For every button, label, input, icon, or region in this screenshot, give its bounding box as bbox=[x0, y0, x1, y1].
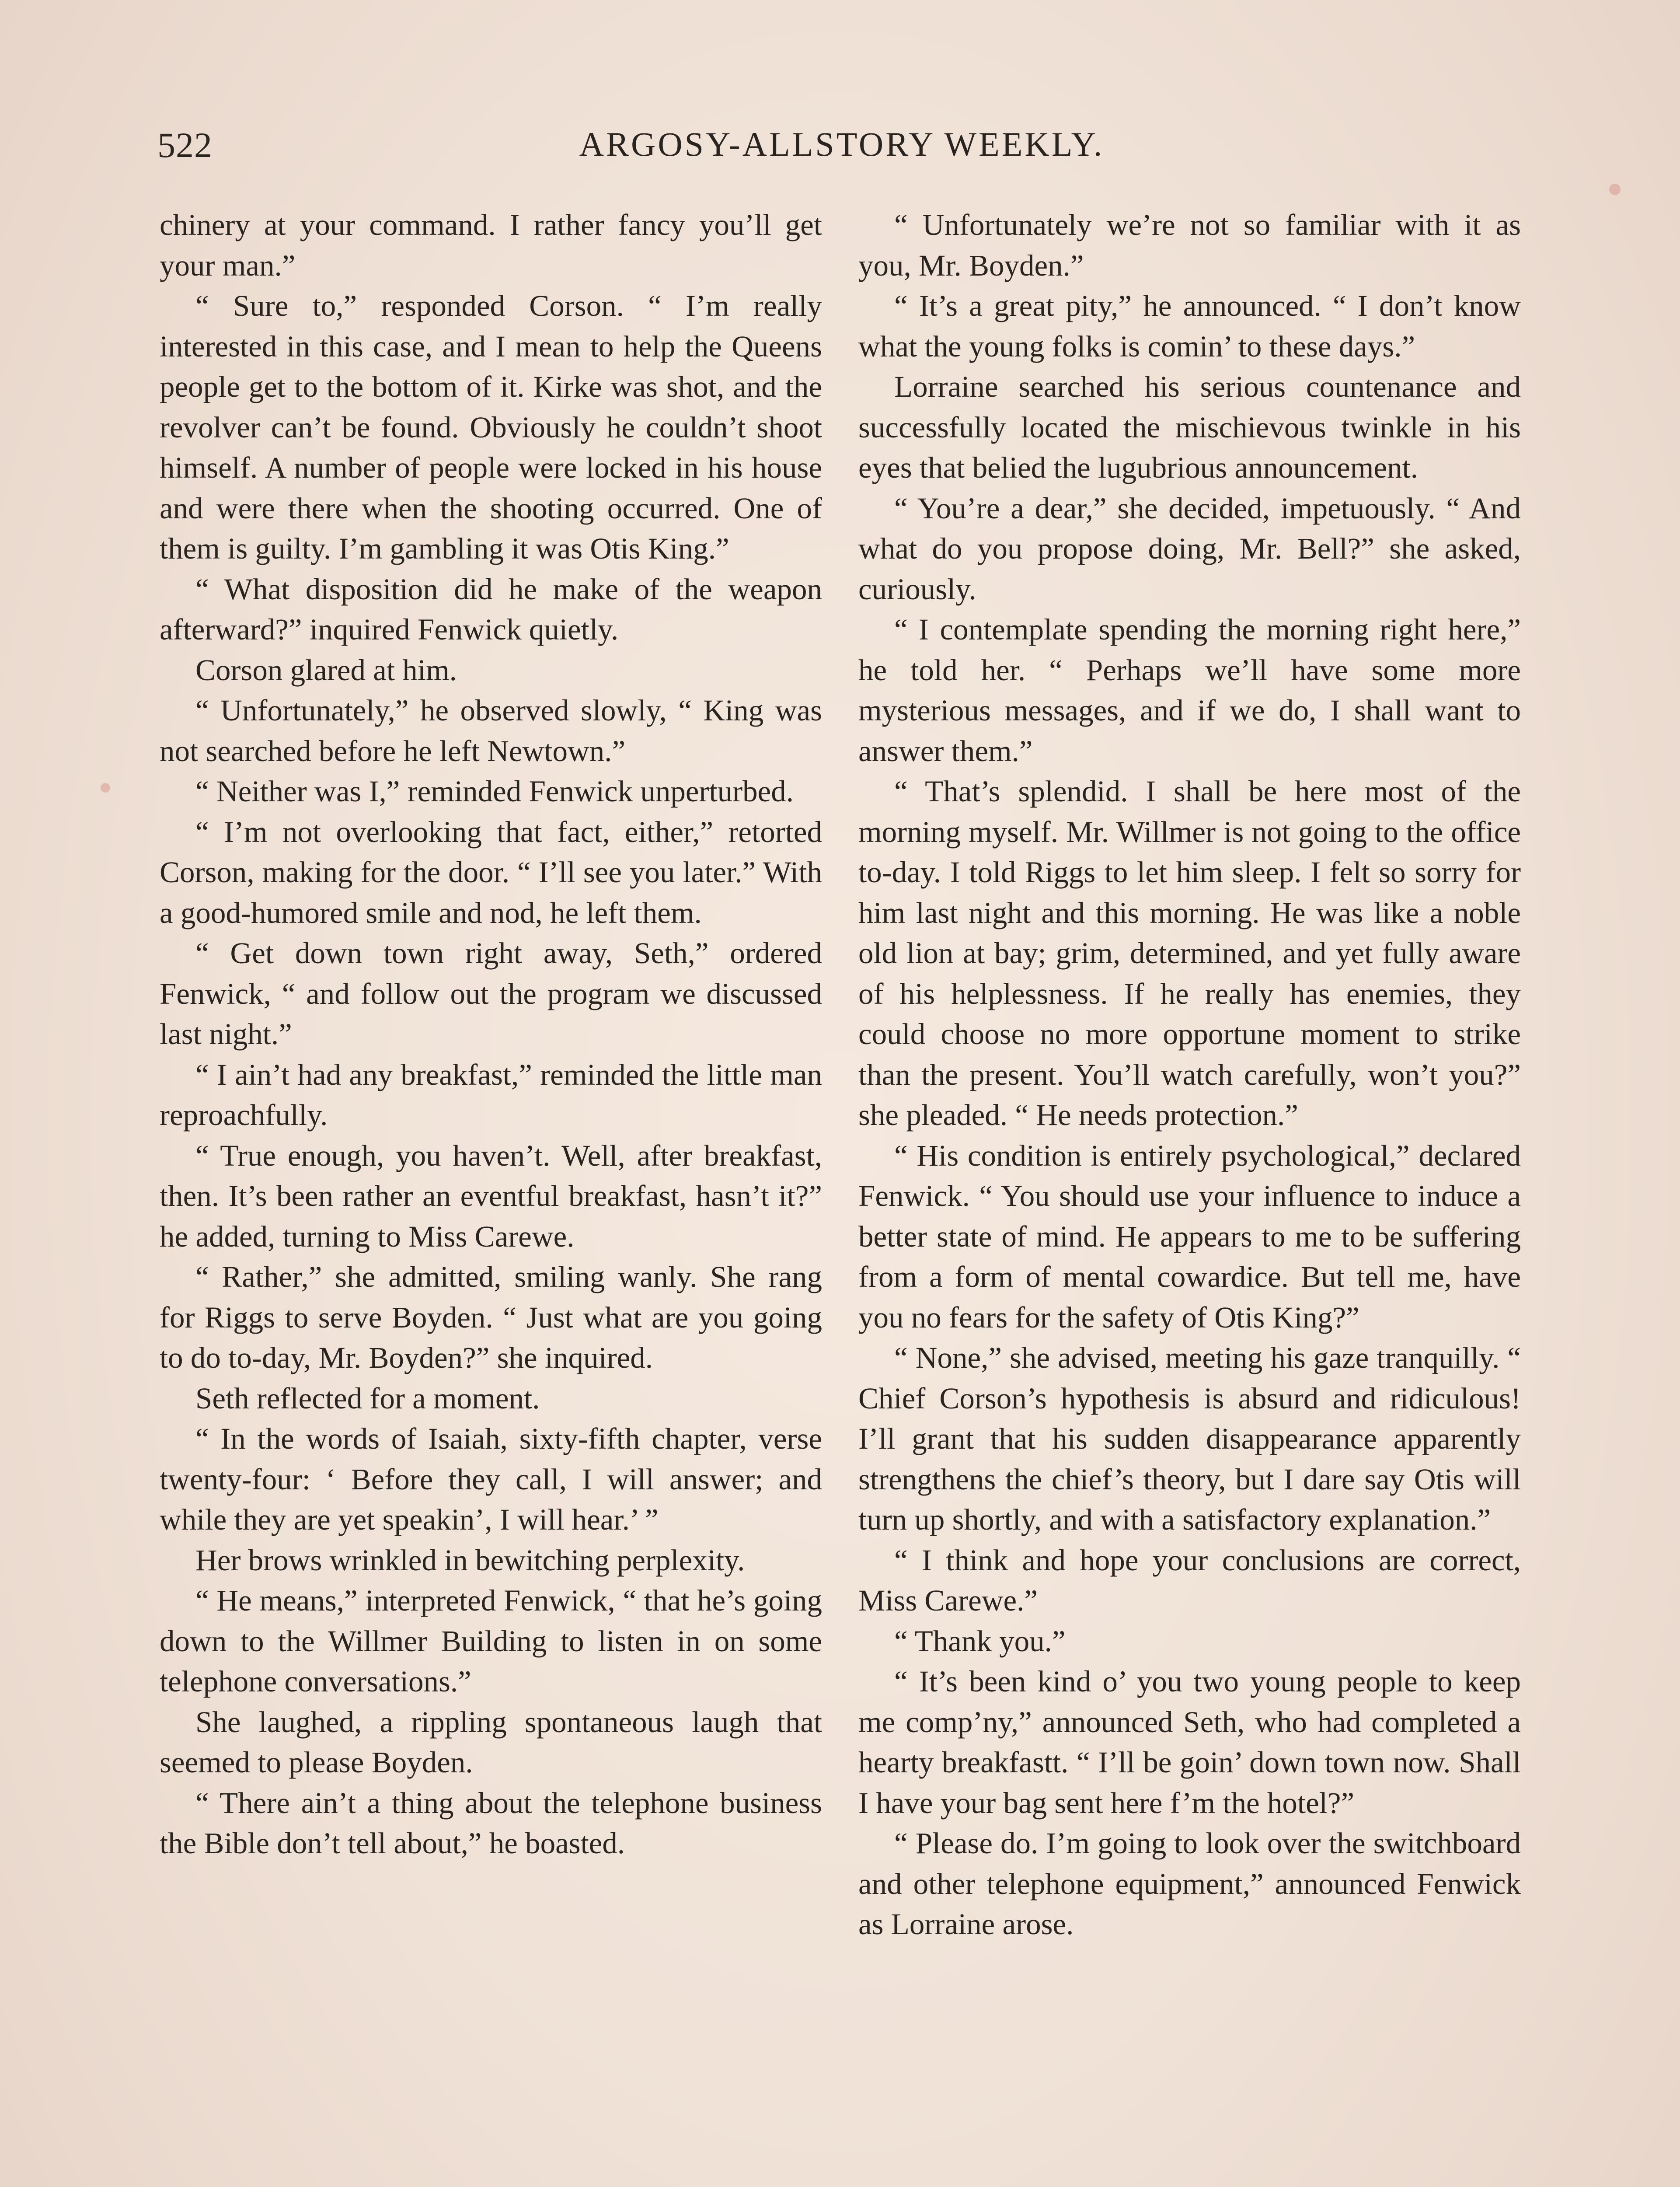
paragraph: “ It’s been kind o’ you two young people to keep me comp’ny,” announced Seth, who had completed a hearty breakfastt. “ I’ll be goin’ down town now. Shall I have your bag sent here f’m the hotel?” bbox=[858, 1665, 1521, 1820]
paragraph: She laughed, a rippling spontaneous laugh that seemed to please Boyden. bbox=[160, 1705, 822, 1779]
paragraph: “ That’s splendid. I shall be here most of the morning myself. Mr. Willmer is not going to the office to-day. I told Riggs to let him sleep. I felt so sorry for him last night and this morning. He was like a noble old lion at bay; grim, determined, and yet fully aware of his helplessness. If he really has enemies, they could choose no more opportune moment to strike than the present. You’ll watch carefully, won’t you?” she pleaded. “ He needs protection.” bbox=[858, 775, 1521, 1132]
paragraph: “ True enough, you haven’t. Well, after breakfast, then. It’s been rather an eventful breakfast, hasn’t it?” he added, turning to Miss Carewe. bbox=[160, 1139, 822, 1253]
running-head: ARGOSY-ALLSTORY WEEKLY. bbox=[579, 125, 1105, 163]
paragraph: “ It’s a great pity,” he announced. “ I don’t know what the young folks is comin’ to these days.” bbox=[858, 289, 1521, 363]
paragraph: Seth reflected for a moment. bbox=[195, 1381, 540, 1415]
paragraph: “ Get down town right away, Seth,” ordered Fenwick, “ and follow out the program we discussed last night.” bbox=[160, 936, 822, 1051]
right-column bbox=[858, 205, 1521, 1945]
left-column bbox=[160, 205, 822, 1864]
paragraph: “ I think and hope your conclusions are correct, Miss Carewe.” bbox=[858, 1543, 1521, 1617]
paragraph: “ Please do. I’m going to look over the switchboard and other telephone equipment,” announced Fenwick as Lorraine arose. bbox=[858, 1827, 1521, 1941]
paragraph: “ Thank you.” bbox=[894, 1624, 1066, 1658]
paragraph: “ Sure to,” responded Corson. “ I’m really interested in this case, and I mean to help the Queens people get to the bottom of it. Kirke was shot, and the revolver can’t be found. Obviously he couldn’t shoot himself. A number of people were locked in his house and were there when the shooting occurred. One of them is guilty. I’m gambling it was Otis King.” bbox=[160, 289, 822, 565]
paragraph: “ I ain’t had any breakfast,” reminded the little man reproachfully. bbox=[160, 1058, 822, 1132]
paragraph: “ Neither was I,” reminded Fenwick unperturbed. bbox=[195, 775, 794, 808]
paragraph: “ His condition is entirely psychological,” declared Fenwick. “ You should use your influence to induce a better state of mind. He appears to me to be suffering from a form of mental cowardice. But tell me, have you no fears for the safety of Otis King?” bbox=[858, 1139, 1521, 1334]
paragraph: Her brows wrinkled in bewitching perplexity. bbox=[195, 1543, 745, 1577]
paragraph: “ He means,” interpreted Fenwick, “ that he’s going down to the Willmer Building to listen in on some telephone conversations.” bbox=[160, 1584, 822, 1698]
paragraph: “ You’re a dear,” she decided, impetuously. “ And what do you propose doing, Mr. Bell?” she asked, curiously. bbox=[858, 491, 1521, 606]
paragraph: “ I contemplate spending the morning right here,” he told her. “ Perhaps we’ll have some more mysterious messages, and if we do, I shall want to answer them.” bbox=[858, 613, 1521, 768]
paper-stain bbox=[101, 783, 110, 793]
paper-stain bbox=[1609, 184, 1621, 195]
paragraph: “ None,” she advised, meeting his gaze tranquilly. “ Chief Corson’s hypothesis is absurd and ridiculous! I’ll grant that his sudden disappearance apparently strengthens the chief’s theory, but I dare say Otis will turn up shortly, and with a satisfactory explanation.” bbox=[858, 1341, 1521, 1536]
paragraph: “ What disposition did he make of the weapon afterward?” inquired Fenwick quietly. bbox=[160, 572, 822, 646]
paragraph: Corson glared at him. bbox=[195, 653, 457, 687]
paragraph: chinery at your command. I rather fancy you’ll get your man.” bbox=[160, 208, 822, 282]
paragraph: “ I’m not overlooking that fact, either,” retorted Corson, making for the door. “ I’ll see you later.” With a good-humored smile and nod, he left them. bbox=[160, 815, 822, 929]
paragraph: “ Unfortunately,” he observed slowly, “ King was not searched before he left Newtown.” bbox=[160, 694, 822, 768]
paragraph: “ Rather,” she admitted, smiling wanly. She rang for Riggs to serve Boyden. “ Just what are you going to do to-day, Mr. Boyden?” she inquired. bbox=[160, 1260, 822, 1374]
page-number: 522 bbox=[157, 125, 213, 165]
page-header bbox=[157, 125, 1526, 177]
paragraph: “ There ain’t a thing about the telephone business the Bible don’t tell about,” he boasted. bbox=[160, 1786, 822, 1860]
paragraph: “ In the words of Isaiah, sixty-fifth chapter, verse twenty-four: ‘ Before they call, I will answer; and while they are yet speakin’, I will hear.’ ” bbox=[160, 1422, 822, 1536]
paragraph: Lorraine searched his serious countenance and successfully located the mischievous twinkle in his eyes that belied the lugubrious announcement. bbox=[858, 370, 1521, 484]
paragraph: “ Unfortunately we’re not so familiar with it as you, Mr. Boyden.” bbox=[858, 208, 1521, 282]
